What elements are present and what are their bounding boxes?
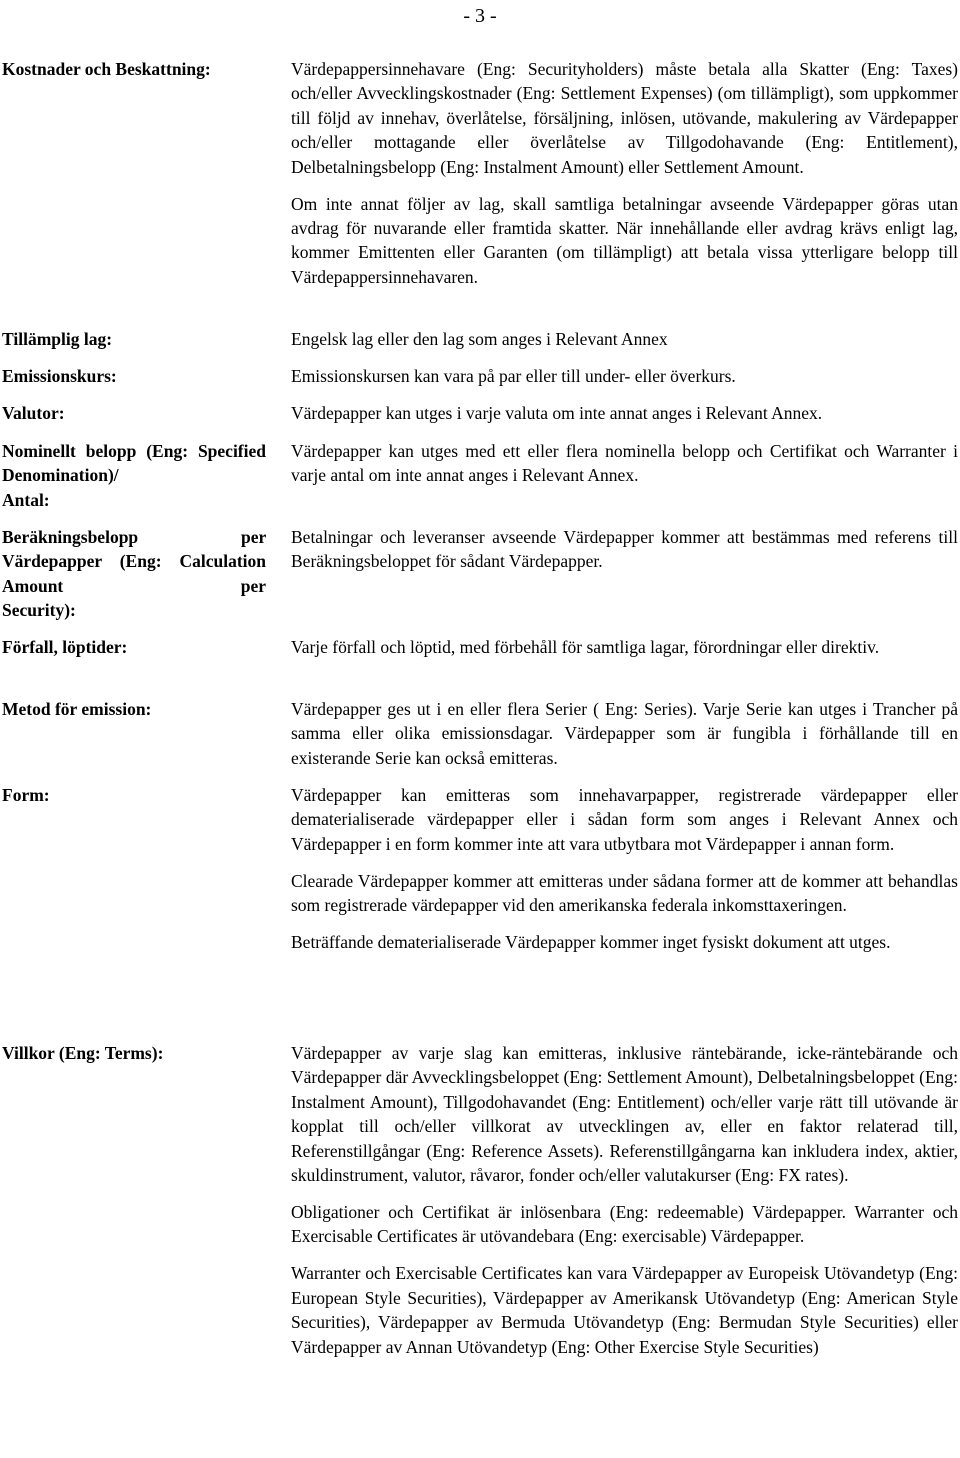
paragraph: Engelsk lag eller den lag som anges i Relevant Annex: [291, 329, 668, 349]
term-metod-for-emission: Metod för emission:: [2, 699, 152, 719]
desc-valutor: [291, 401, 958, 425]
paragraph: Värdepapper ges ut i en eller flera Serier ( Eng: Series). Varje Serie kan utges i Trancher på samma eller olika emissionsdagar. Värdepapper som är fungibla i förhållande till en existerande Serie kan också emitteras.: [291, 699, 958, 768]
term-kostnader-och-beskattning: Kostnader och Beskattning:: [2, 59, 211, 79]
term-line: Calculation Amount per: [2, 551, 266, 596]
paragraph: Obligationer och Certifikat är inlösenbara (Eng: redeemable) Värdepapper. Warranter och Exercisable Certificates är utövandebara (Eng: exercisable) Värdepapper.: [291, 1202, 958, 1247]
term-line: Antal:: [2, 489, 50, 510]
paragraph: Värdepappersinnehavare (Eng: Securityholders) måste betala alla Skatter (Eng: Taxes) och/eller Avvecklingskostnader (Eng: Settlement Expenses) (om tillämpligt), som uppkommer till följd av innehav, överlåtelse, försäljning, inlösen, utövande, makulering av Värdepapper och/eller mottagande eller överlåtelse av Tillgodohavande (Eng: Entitlement), Delbetalningsbelopp (Eng: Instalment Amount) eller Settlement Amount.: [291, 59, 958, 177]
paragraph: Warranter och Exercisable Certificates kan vara Värdepapper av Europeisk Utövandetyp (Eng: European Style Securities), Värdepapper av Amerikansk Utövandetyp (Eng: American Style Securities), Värdepapper av Bermuda Utövandetyp (Eng: Bermudan Style Securities) eller Värdepapper av Annan Utövandetyp (Eng: Other Exercise Style Securities): [291, 1263, 958, 1357]
paragraph: Värdepapper av varje slag kan emitteras, inklusive räntebärande, icke-räntebärande och Värdepapper där Avvecklingsbeloppet (Eng: Settlement Amount), Delbetalningsbeloppet (Eng: Instalment Amount), Tillgodohavandet (Eng: Entitlement) och/eller varje rätt till utövande är kopplat till och/eller villkorat av utvecklingen av, eller en faktor relaterad till, Referenstillgångar (Eng: Reference Assets). Referenstillgångarna kan inkludera index, aktier, skuldinstrument, valutor, råvaror, fonder och/eller valutakurser (Eng: FX rates).: [291, 1043, 958, 1186]
paragraph: Varje förfall och löptid, med förbehåll för samtliga lagar, förordningar eller direktiv.: [291, 637, 880, 657]
term-nominellt-belopp: [2, 439, 266, 512]
paragraph: Värdepapper kan utges i varje valuta om inte annat anges i Relevant Annex.: [291, 403, 823, 423]
desc-form: [291, 783, 958, 955]
paragraph: Värdepapper kan emitteras som innehavarpapper, registrerade värdepapper eller dematerialiserade värdepapper eller i sådan form som anges i Relevant Annex och Värdepapper i en form kommer inte att vara utbytbara mot Värdepapper i annan form.: [291, 785, 958, 854]
term-form: Form:: [2, 785, 50, 805]
desc-nominellt-belopp: [291, 439, 958, 488]
term-line: Security):: [2, 600, 76, 621]
term-line: Beräkningsbelopp per: [2, 527, 266, 547]
desc-villkor: [291, 1041, 958, 1359]
paragraph: Om inte annat följer av lag, skall samtliga betalningar avseende Värdepapper göras utan avdrag för nuvarande eller framtida skatter. När innehållande eller avdrag krävs enligt lag, kommer Emittenten eller Garanten (om tillämpligt) att betala vissa ytterligare belopp till Värdepappersinnehavaren.: [291, 193, 958, 287]
term-line: Specified Denomination)/: [2, 441, 266, 486]
desc-tillamplig-lag: [291, 327, 958, 351]
paragraph: Värdepapper kan utges med ett eller flera nominella belopp och Certifikat och Warranter i varje antal om inte annat anges i Relevant Annex.: [291, 441, 958, 486]
paragraph: Beträffande dematerialiserade Värdepapper kommer inget fysiskt dokument att utges.: [291, 932, 891, 953]
term-emissionskurs: Emissionskurs:: [2, 366, 117, 386]
paragraph: Clearade Värdepapper kommer att emitteras under sådana former att de kommer att behandlas som registrerade värdepapper vid den amerikanska federala inkomsttaxeringen.: [291, 870, 958, 916]
paragraph: Betalningar och leveranser avseende Värdepapper kommer att bestämmas med referens till Beräkningsbeloppet för sådant Värdepapper.: [291, 527, 958, 572]
term-line: Värdepapper (Eng:: [2, 551, 162, 572]
paragraph: Emissionskursen kan vara på par eller till under- eller överkurs.: [291, 366, 736, 386]
desc-metod-for-emission: [291, 697, 958, 770]
term-villkor: Villkor (Eng: Terms):: [2, 1043, 164, 1063]
term-berakningsbelopp: [2, 525, 266, 623]
term-valutor: Valutor:: [2, 403, 65, 423]
desc-emissionskurs: [291, 364, 958, 388]
page-number: - 3 -: [463, 5, 497, 27]
term-line: Nominellt belopp (Eng:: [2, 441, 189, 461]
desc-kostnader-och-beskattning: [291, 57, 958, 289]
desc-forfall-loptider: [291, 635, 958, 659]
term-tillamplig-lag: Tillämplig lag:: [2, 329, 113, 349]
desc-berakningsbelopp: [291, 525, 958, 574]
term-forfall-loptider: Förfall, löptider:: [2, 637, 128, 657]
